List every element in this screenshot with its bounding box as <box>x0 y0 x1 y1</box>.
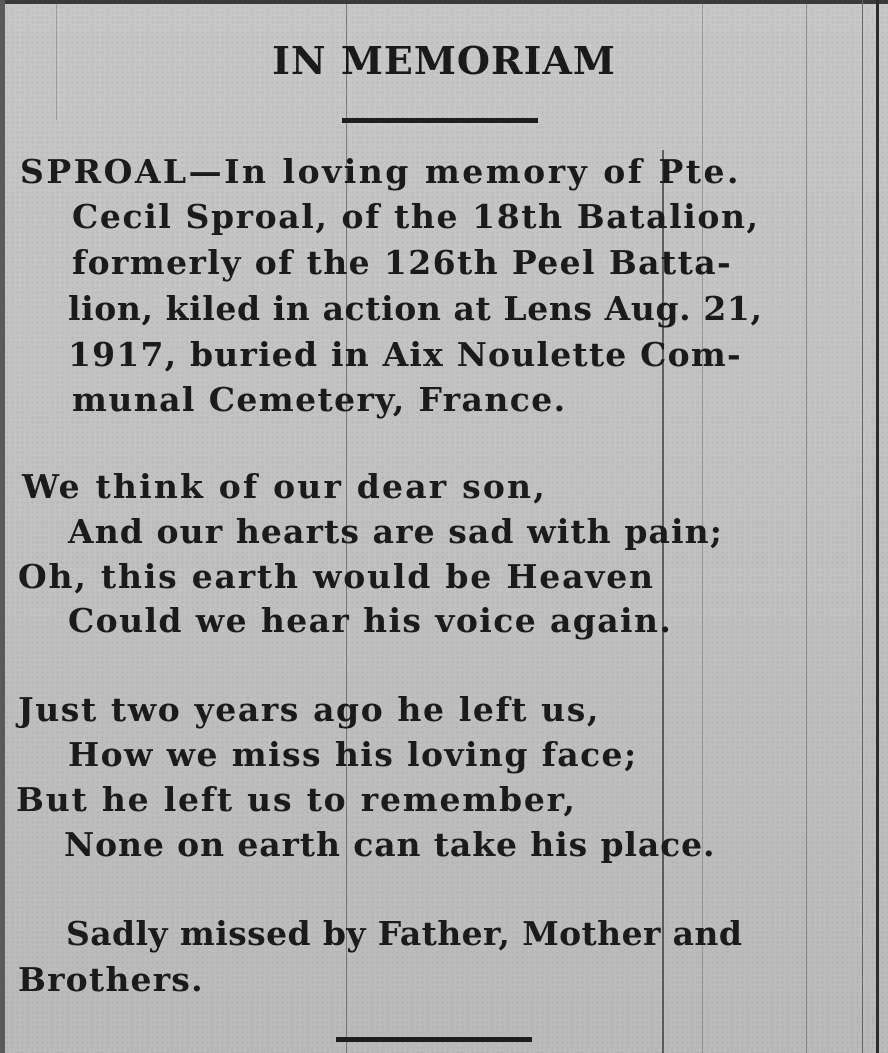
notice-heading: IN MEMORIAM <box>272 38 616 83</box>
paragraph-line: munal Cemetery, France. <box>72 380 567 419</box>
right-column-rule <box>876 0 879 1053</box>
poem-line: But he left us to remember, <box>16 780 577 819</box>
scan-artifact-line <box>806 0 807 1053</box>
poem-line: Could we hear his voice again. <box>68 601 673 640</box>
poem-line: Oh, this earth would be Heaven <box>18 557 655 596</box>
poem-line: We think of our dear son, <box>22 467 547 506</box>
paragraph-line: Cecil Sproal, of the 18th Batalion, <box>72 197 760 236</box>
poem-line: How we miss his loving face; <box>68 735 638 774</box>
right-edge-line <box>862 0 863 1053</box>
paragraph-line: lion, kiled in action at Lens Aug. 21, <box>68 289 763 328</box>
left-column-rule <box>0 0 5 1053</box>
top-border <box>0 0 888 4</box>
paragraph-line: 1917, buried in Aix Noulette Com- <box>68 335 742 374</box>
poem-line: And our hearts are sad with pain; <box>68 512 724 551</box>
paragraph-line: SPROAL—In loving memory of Pte. <box>20 152 741 191</box>
poem-line: Just two years ago he left us, <box>18 690 601 729</box>
footer-divider <box>336 1037 532 1042</box>
poem-line: None on earth can take his place. <box>64 825 716 864</box>
paragraph-line: formerly of the 126th Peel Batta- <box>72 243 733 282</box>
closing-line: Sadly missed by Father, Mother and <box>66 914 743 953</box>
heading-divider <box>342 118 538 123</box>
closing-line: Brothers. <box>18 960 204 999</box>
